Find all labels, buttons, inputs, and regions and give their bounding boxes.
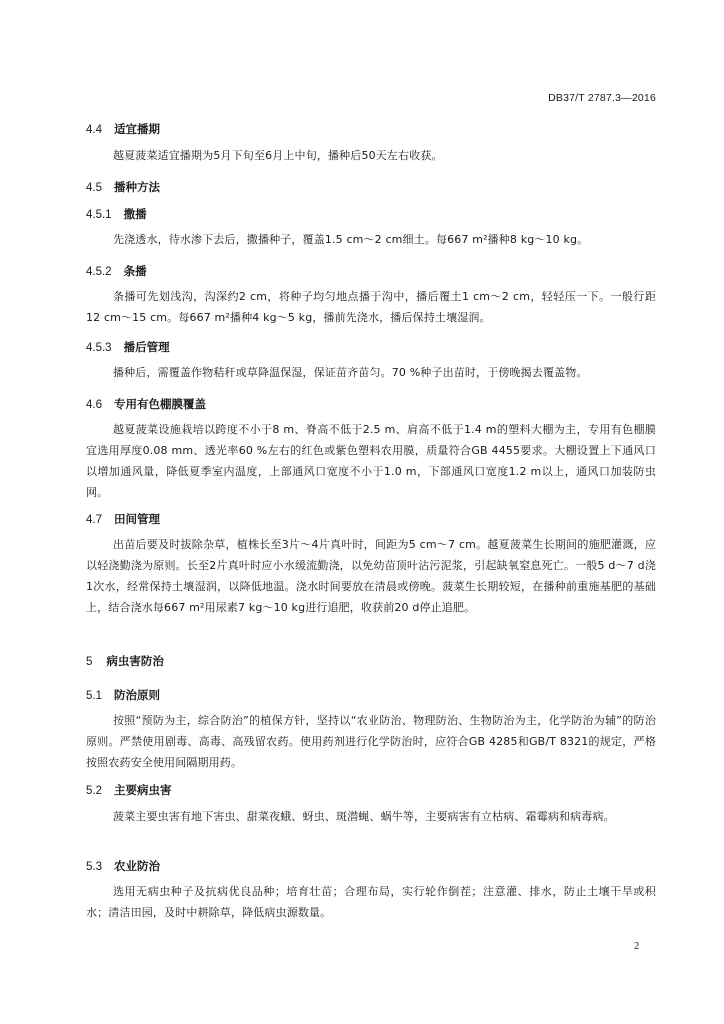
paragraph-4-5-2: 条播可先划浅沟，沟深约2 cm，将种子均匀地点播于沟中，播后覆土1 cm～2 cm，轻轻压一下。一般行距12 cm～15 cm。每667 m²播种4 kg～5 kg，播前先浇水，播后保持土壤湿润。 <box>86 290 656 324</box>
section-title: 适宜播期 <box>114 122 160 136</box>
section-number: 4.7 <box>86 514 102 526</box>
section-number: 4.5 <box>86 182 102 194</box>
section-title: 播种方法 <box>114 180 160 194</box>
paragraph-5-2: 菠菜主要虫害有地下害虫、甜菜夜蛾、蚜虫、斑潜蝇、蜗牛等，主要病害有立枯病、霜霉病和病毒病。 <box>113 810 615 823</box>
heading-5-2 <box>86 782 172 798</box>
document-code: DB37/T 2787.3—2016 <box>548 92 656 104</box>
paragraph-4-7: 出苗后要及时拔除杂草，植株长至3片～4片真叶时，间距为5 cm～7 cm。越夏菠菜生长期间的施肥灌溉，应以轻浇勤浇为原则。长至2片真叶时应小水缓流勤浇，以免幼苗顶叶沾污泥浆，引起缺氧窒息死亡。一般5 d～7 d浇1次水，经常保持土壤湿润，以降低地温。浇水时间要放在清晨或傍晚。菠菜生长期较短，在播种前重施基肥的基础上，结合浇水每667 m²用尿素7 kg～10 kg进行追肥，收获前20 d停止追肥。 <box>86 538 656 614</box>
paragraph-4-5-1: 先浇透水，待水渗下去后，撒播种子，覆盖1.5 cm～2 cm细土。每667 m²播种8 kg～10 kg。 <box>113 233 589 246</box>
paragraph-4-5-3: 播种后，需覆盖作物秸秆或草降温保湿，保证苗齐苗匀。70 %种子出苗时，于傍晚揭去覆盖物。 <box>113 366 588 379</box>
paragraph-4-6: 越夏菠菜设施栽培以跨度不小于8 m、脊高不低于2.5 m、肩高不低于1.4 m的塑料大棚为主，专用有色棚膜宜选用厚度0.08 mm、透光率60 %左右的红色或紫色塑料农用膜，质量符合GB 4455要求。大棚设置上下通风口以增加通风量，降低夏季室内温度，上部通风口宽度不小于1.0 m，下部通风口宽度1.2 m以上，通风口加装防虫网。 <box>86 423 656 499</box>
section-number: 5 <box>86 656 93 668</box>
heading-4-5-3 <box>86 339 170 355</box>
heading-4-6 <box>86 396 206 412</box>
section-title: 播后管理 <box>123 340 170 354</box>
heading-4-5-1 <box>86 206 147 222</box>
paragraph-5-3: 选用无病虫种子及抗病优良品种；培育壮苗；合理布局，实行轮作倒茬；注意灌、排水，防止土壤干旱或积水；清洁田园，及时中耕除草，降低病虫源数量。 <box>86 885 656 919</box>
heading-4-7 <box>86 511 160 527</box>
paragraph-5-1: 按照“预防为主，综合防治”的植保方针，坚持以“农业防治、物理防治、生物防治为主，化学防治为辅”的防治原则。严禁使用剧毒、高毒、高残留农药。使用药剂进行化学防治时，应符合GB 4285和GB/T 8321的规定，严格按照农药安全使用间隔期用药。 <box>86 714 656 769</box>
section-number: 4.4 <box>86 124 102 136</box>
section-number: 5.2 <box>86 785 102 797</box>
section-title: 病虫害防治 <box>106 654 164 668</box>
heading-4-4 <box>86 121 160 137</box>
section-title: 防治原则 <box>114 688 160 702</box>
section-number: 5.1 <box>86 690 102 702</box>
section-number: 4.6 <box>86 399 102 411</box>
page-number: 2 <box>634 941 640 952</box>
heading-4-5-2 <box>86 263 147 279</box>
section-title: 专用有色棚膜覆盖 <box>114 397 206 411</box>
section-title: 撒播 <box>123 207 147 221</box>
section-number: 4.5.3 <box>86 342 112 354</box>
section-number: 4.5.2 <box>86 266 112 278</box>
section-title: 主要病虫害 <box>114 783 172 797</box>
section-title: 条播 <box>123 264 147 278</box>
section-number: 4.5.1 <box>86 209 112 221</box>
section-title: 田间管理 <box>114 512 160 526</box>
heading-5-1 <box>86 687 160 703</box>
section-title: 农业防治 <box>114 859 160 873</box>
section-number: 5.3 <box>86 861 102 873</box>
heading-5 <box>86 653 164 669</box>
heading-4-5 <box>86 179 160 195</box>
paragraph-4-4: 越夏菠菜适宜播期为5月下旬至6月上中旬，播种后50天左右收获。 <box>113 149 443 162</box>
heading-5-3 <box>86 858 160 874</box>
